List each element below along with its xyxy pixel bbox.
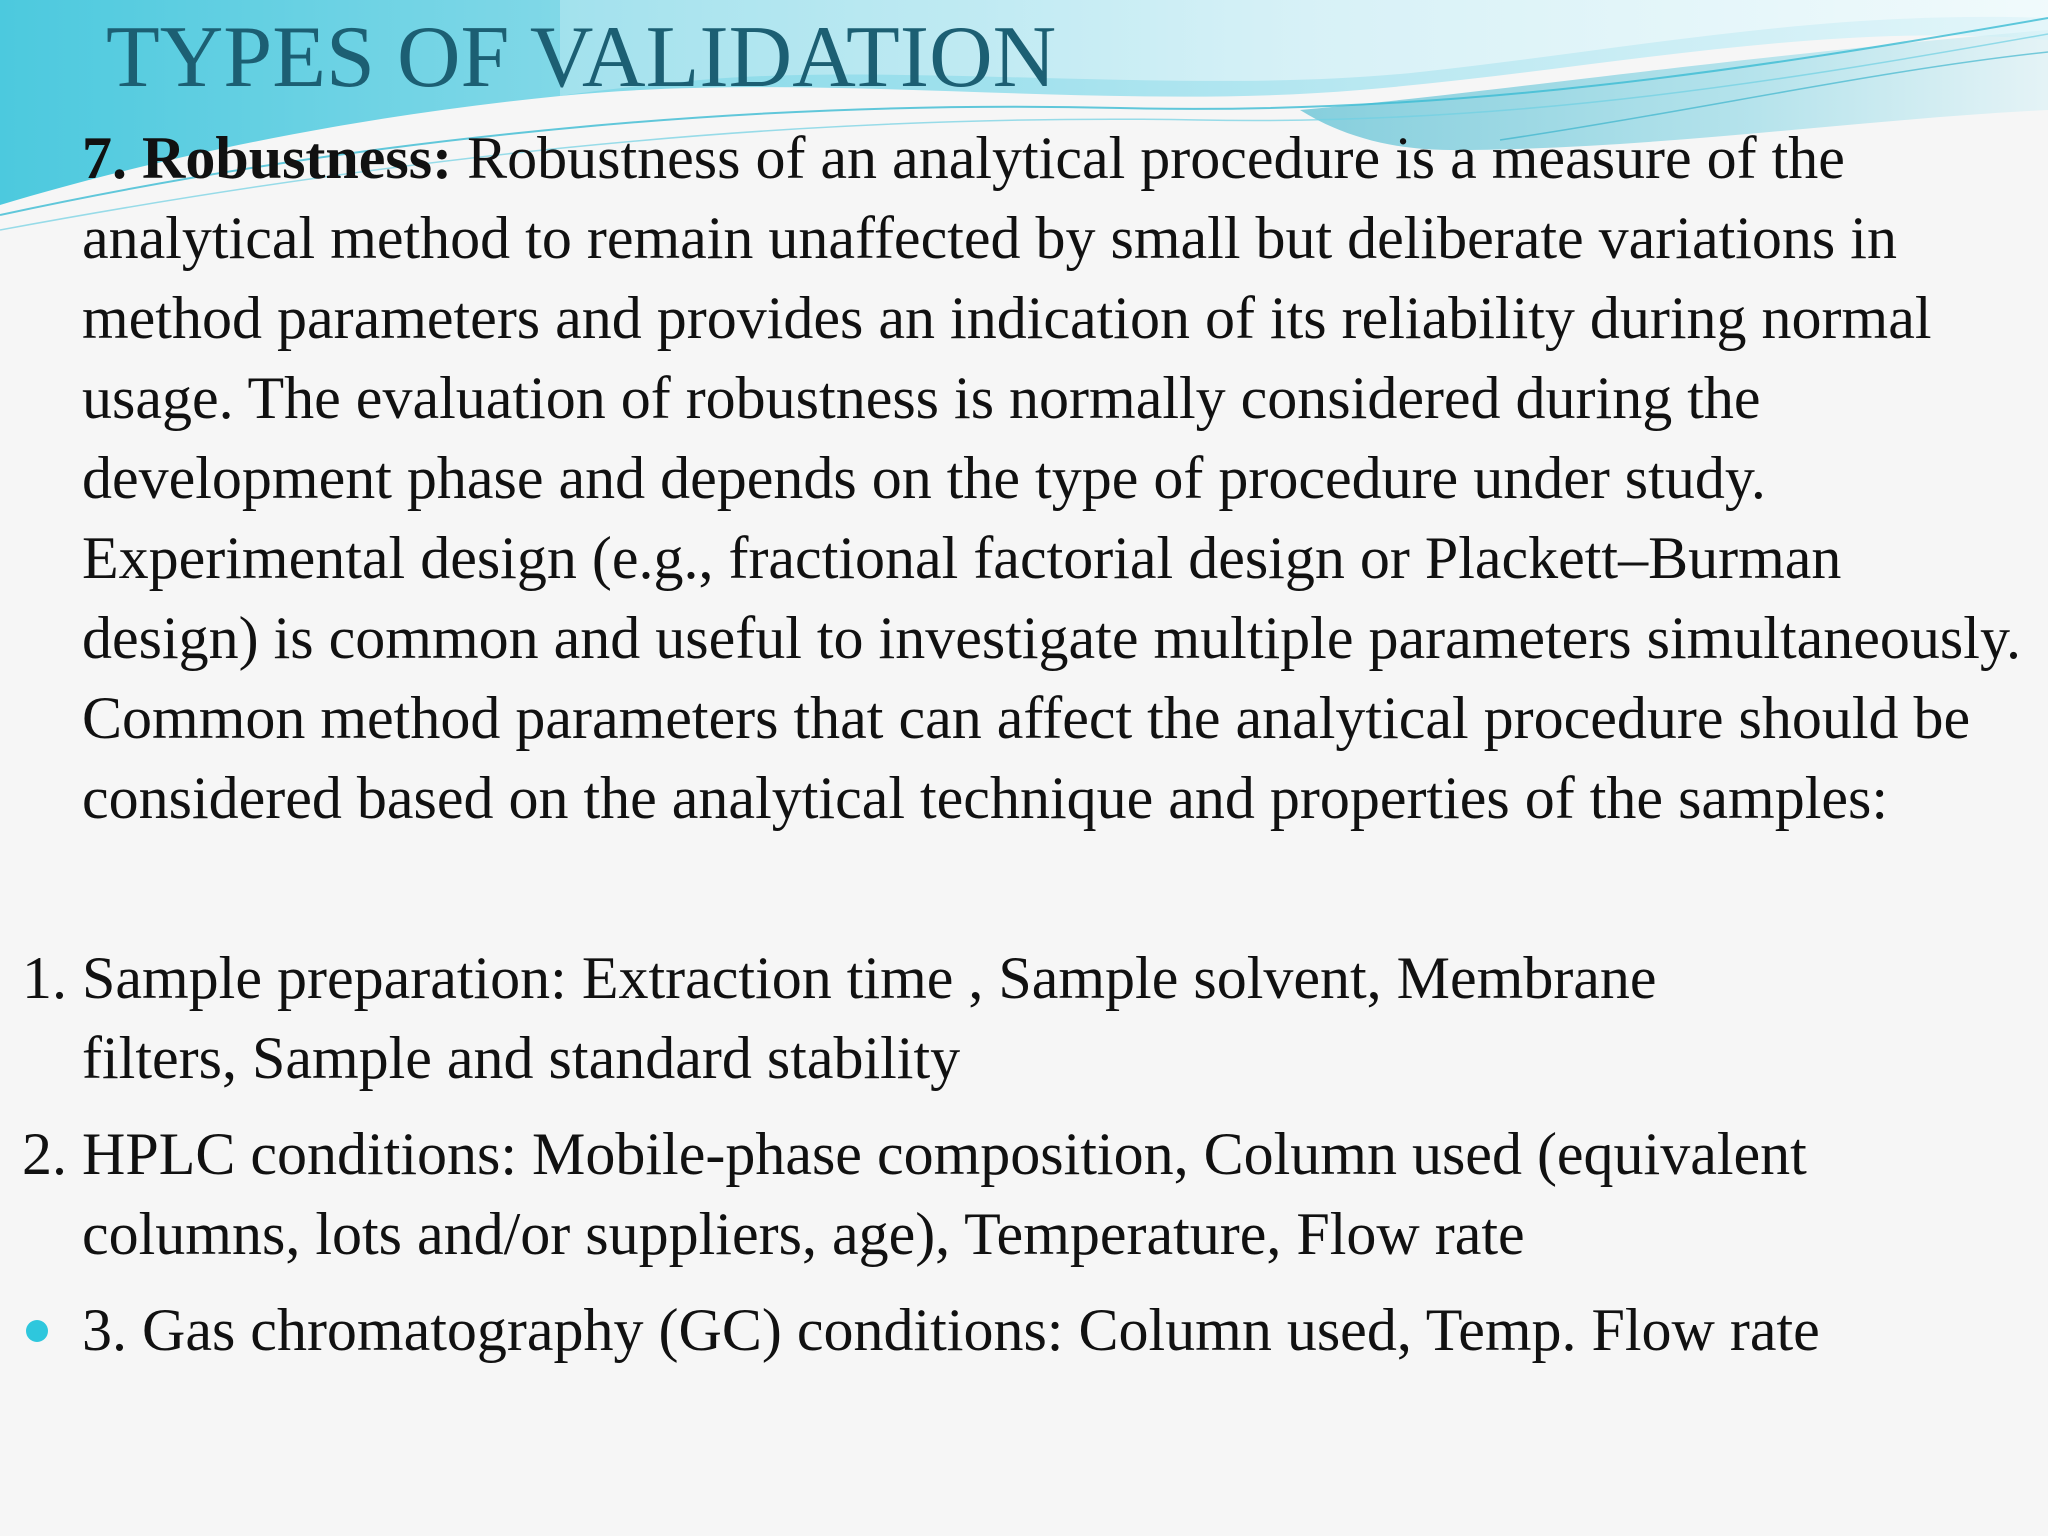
paragraph-text: Robustness of an analytical procedure is a measure of the analytical method to remain unaffected by small but deliberate variations in method parameters and provides an indication of its reliability during normal usage. The evaluation of robustness is normally considered during the development phase and depends on the type of procedure under study. Experimental design (e.g., fractional factorial design or Plackett–Burman design) is common and useful to investigate multiple parameters simultaneously. Common method parameters that can affect the analytical procedure should be considered based on the analytical technique and properties of the samples: (82, 125, 2022, 831)
slide-title: TYPES OF VALIDATION (106, 9, 1057, 106)
list-line: Sample preparation: Extraction time , Sample solvent, Membrane (82, 945, 1657, 1011)
list-line: 3. Gas chromatography (GC) conditions: Column used, Temp. Flow rate (82, 1297, 1820, 1363)
list-line: columns, lots and/or suppliers, age), Temperature, Flow rate (82, 1201, 1525, 1267)
paragraph-lead: 7. Robustness: (82, 125, 453, 191)
list-number: 2. (22, 1121, 67, 1187)
list-number: 1. (22, 945, 67, 1011)
list-line: HPLC conditions: Mobile-phase composition, Column used (equivalent (82, 1121, 1807, 1187)
body-paragraph (82, 118, 2032, 838)
list-item (0, 1290, 2040, 1370)
list-item (0, 1114, 2040, 1274)
list-line: filters, Sample and standard stability (82, 1025, 961, 1091)
bullet-dot-icon (26, 1320, 48, 1342)
list-item (0, 938, 2040, 1098)
parameter-list (0, 938, 2040, 1386)
